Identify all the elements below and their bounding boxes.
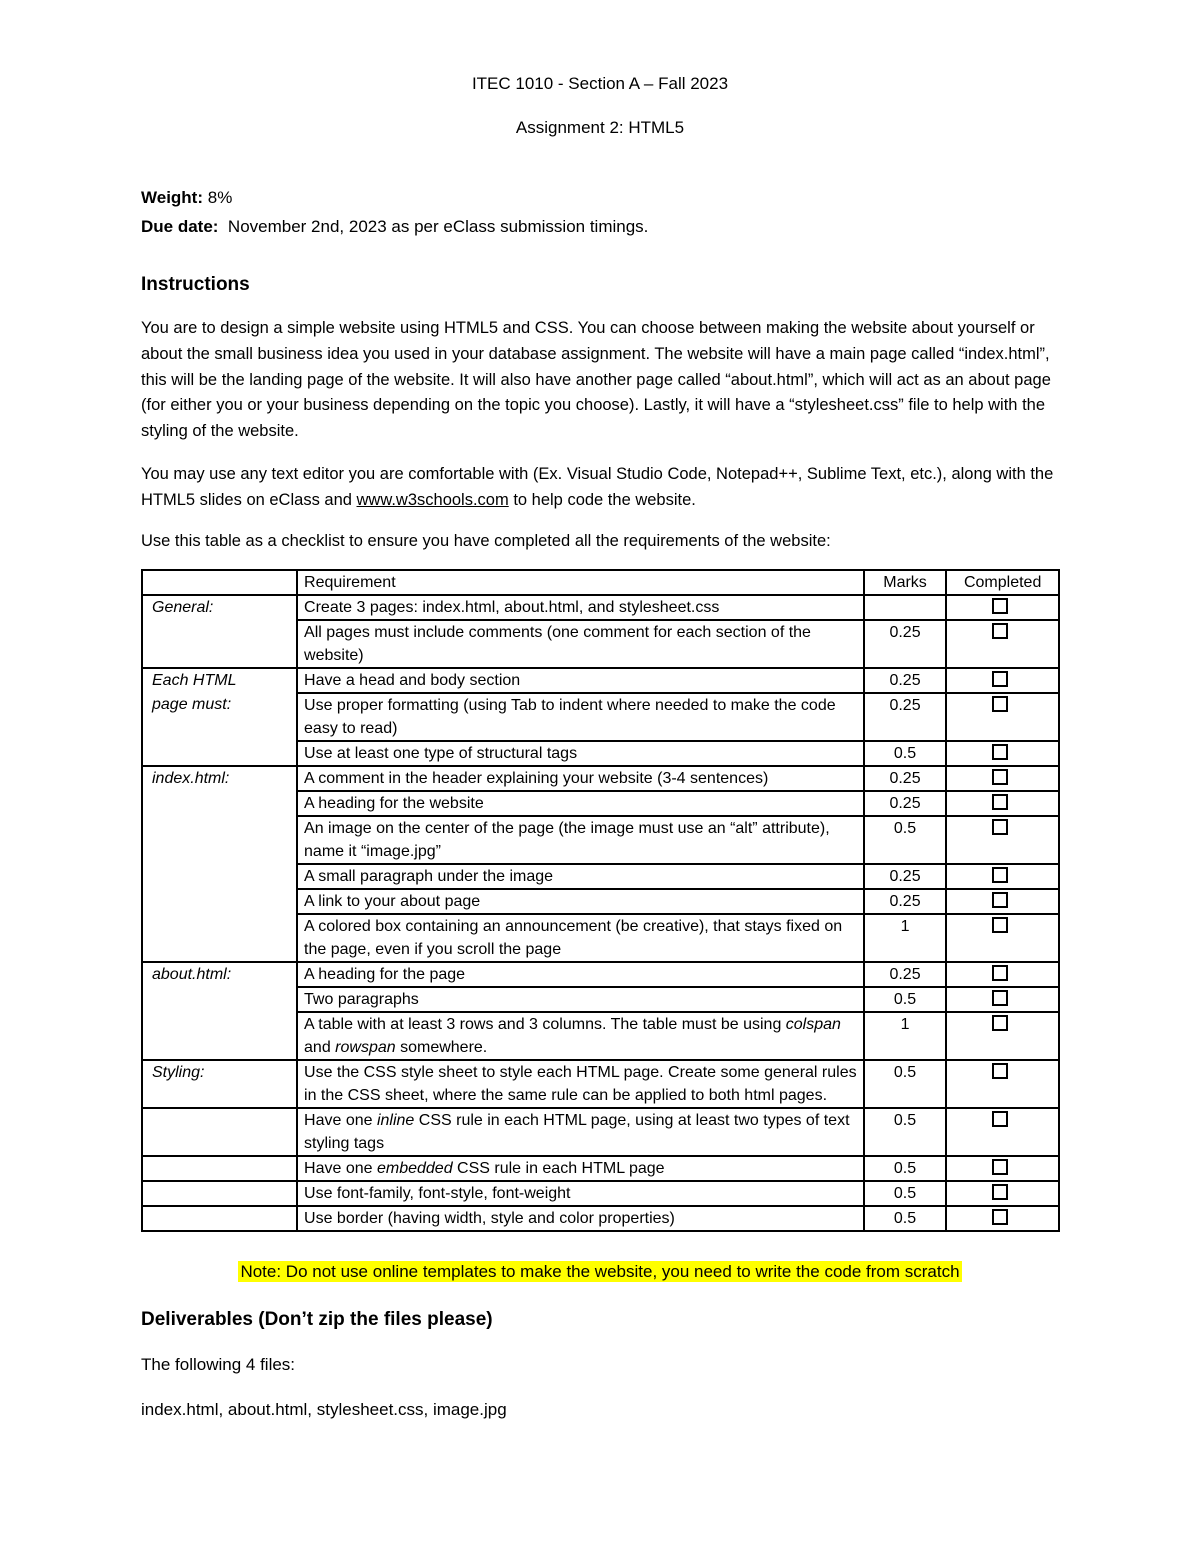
- completed-cell: [946, 1012, 1059, 1060]
- weight-label: Weight:: [141, 188, 204, 207]
- requirement-cell: Use at least one type of structural tags: [297, 741, 864, 766]
- category-empty: [142, 1156, 297, 1181]
- checkbox[interactable]: [992, 794, 1008, 810]
- table-row: [142, 914, 1059, 962]
- header-requirement: Requirement: [297, 570, 864, 595]
- category-general: General:: [142, 595, 297, 620]
- table-row: [142, 668, 1059, 693]
- checkbox[interactable]: [992, 819, 1008, 835]
- category-empty: [142, 1206, 297, 1231]
- inline-term: inline: [376, 1112, 415, 1129]
- rowspan-term: rowspan: [335, 1039, 396, 1056]
- requirement-cell: A heading for the page: [297, 962, 864, 987]
- completed-cell: [946, 1156, 1059, 1181]
- category-each-html-line2: page must:: [142, 693, 297, 741]
- requirement-cell: A link to your about page: [297, 889, 864, 914]
- requirements-table: [141, 569, 1060, 1232]
- table-row: [142, 620, 1059, 668]
- checkbox[interactable]: [992, 867, 1008, 883]
- table-row: [142, 889, 1059, 914]
- due-date-label: Due date:: [141, 217, 219, 236]
- requirement-cell: Two paragraphs: [297, 987, 864, 1012]
- req-text: Have one: [304, 1160, 377, 1177]
- due-date-value: November 2nd, 2023 as per eClass submission timings.: [218, 217, 649, 236]
- checkbox[interactable]: [992, 1063, 1008, 1079]
- marks-cell: 0.25: [864, 693, 947, 741]
- instructions-paragraph-1: You are to design a simple website using HTML5 and CSS. You can choose between making the website about yourself or about the small business idea you used in your database assignment. The website will have a main page called “index.html”, this will be the landing page of the website. It will also have another page called “about.html”, which will act as an about page (for either you or your business depending on the topic you choose). Lastly, it will have a “stylesheet.css” file to help with the styling of the website.: [141, 319, 1051, 441]
- marks-cell: 0.25: [864, 620, 947, 668]
- instructions-heading: Instructions: [141, 274, 250, 295]
- requirement-cell: A heading for the website: [297, 791, 864, 816]
- marks-cell: 1: [864, 1012, 947, 1060]
- req-text: and: [304, 1039, 336, 1056]
- page-title: ITEC 1010 - Section A – Fall 2023: [471, 74, 729, 93]
- requirement-cell: Use proper formatting (using Tab to indent where needed to make the code easy to read): [297, 693, 864, 741]
- requirement-cell: [297, 1012, 864, 1060]
- table-row: [142, 1156, 1059, 1181]
- requirement-cell: Use font-family, font-style, font-weight: [297, 1181, 864, 1206]
- requirement-cell: Use the CSS style sheet to style each HTML page. Create some general rules in the CSS sheet, where the same rule can be applied to both html pages.: [297, 1060, 864, 1108]
- weight-value: 8%: [203, 188, 233, 207]
- weight-line: [141, 188, 232, 208]
- checkbox[interactable]: [992, 917, 1008, 933]
- table-row: [142, 1206, 1059, 1231]
- marks-cell: 0.5: [864, 741, 947, 766]
- category-empty: [142, 1012, 297, 1060]
- note-text: Note: Do not use online templates to make the website, you need to write the code from scratch: [240, 1262, 960, 1281]
- checkbox[interactable]: [992, 671, 1008, 687]
- instructions-paragraph-3: Use this table as a checklist to ensure you have completed all the requirements of the website:: [141, 532, 831, 550]
- category-empty: [142, 1108, 297, 1156]
- table-row: [142, 987, 1059, 1012]
- deliverables-intro: The following 4 files:: [141, 1355, 296, 1374]
- colspan-term: colspan: [785, 1016, 841, 1033]
- req-text: A table with at least 3 rows and 3 columns. The table must be using: [304, 1016, 786, 1033]
- category-empty: [142, 620, 297, 668]
- category-empty: [142, 864, 297, 889]
- completed-cell: [946, 816, 1059, 864]
- category-empty: [142, 889, 297, 914]
- w3schools-link[interactable]: www.w3schools.com: [356, 490, 509, 509]
- table-row: [142, 1108, 1059, 1156]
- requirement-cell: A small paragraph under the image: [297, 864, 864, 889]
- checkbox[interactable]: [992, 696, 1008, 712]
- completed-cell: [946, 1206, 1059, 1231]
- table-row: [142, 791, 1059, 816]
- completed-cell: [946, 595, 1059, 620]
- category-empty: [142, 914, 297, 962]
- completed-cell: [946, 1108, 1059, 1156]
- completed-cell: [946, 791, 1059, 816]
- requirement-cell: All pages must include comments (one comment for each section of the website): [297, 620, 864, 668]
- checkbox[interactable]: [992, 769, 1008, 785]
- category-empty: [142, 741, 297, 766]
- deliverables-files: index.html, about.html, stylesheet.css, image.jpg: [141, 1400, 507, 1419]
- marks-cell: 0.5: [864, 1156, 947, 1181]
- table-row: [142, 693, 1059, 741]
- marks-cell: 0.5: [864, 1181, 947, 1206]
- checkbox[interactable]: [992, 744, 1008, 760]
- marks-cell: 0.25: [864, 864, 947, 889]
- req-text: somewhere.: [395, 1039, 488, 1056]
- marks-cell: 0.5: [864, 1108, 947, 1156]
- checkbox[interactable]: [992, 965, 1008, 981]
- embedded-term: embedded: [376, 1160, 453, 1177]
- completed-cell: [946, 1181, 1059, 1206]
- marks-cell: 0.25: [864, 766, 947, 791]
- requirement-cell: Have a head and body section: [297, 668, 864, 693]
- checkbox[interactable]: [992, 1111, 1008, 1127]
- marks-cell: 0.25: [864, 962, 947, 987]
- marks-cell: 0.5: [864, 987, 947, 1012]
- checkbox[interactable]: [992, 1209, 1008, 1225]
- marks-cell: 1: [864, 914, 947, 962]
- table-row: [142, 1012, 1059, 1060]
- category-index: index.html:: [142, 766, 297, 791]
- category-empty: [142, 816, 297, 864]
- due-date-line: [141, 217, 648, 237]
- req-text: Have one: [304, 1112, 377, 1129]
- checkbox[interactable]: [992, 892, 1008, 908]
- completed-cell: [946, 889, 1059, 914]
- requirement-cell: A comment in the header explaining your website (3-4 sentences): [297, 766, 864, 791]
- requirement-cell: A colored box containing an announcement (be creative), that stays fixed on the page, even if you scroll the page: [297, 914, 864, 962]
- assignment-title: Assignment 2: HTML5: [515, 118, 685, 137]
- table-row: [142, 595, 1059, 620]
- table-row: [142, 741, 1059, 766]
- category-styling: Styling:: [142, 1060, 297, 1108]
- table-row: [142, 962, 1059, 987]
- req-text: CSS rule in each HTML page, using at least two types of text styling tags: [304, 1112, 850, 1152]
- completed-cell: [946, 766, 1059, 791]
- header-category: [142, 570, 297, 595]
- checkbox[interactable]: [992, 623, 1008, 639]
- checkbox[interactable]: [992, 1159, 1008, 1175]
- completed-cell: [946, 1060, 1059, 1108]
- category-empty: [142, 791, 297, 816]
- table-row: [142, 864, 1059, 889]
- checkbox[interactable]: [992, 1015, 1008, 1031]
- paragraph2-text-start: You may use any text editor you are comfortable with (Ex. Visual Studio Code, Notepad++, Sublime Text, etc.), along with the HTML5 slides on eClass and: [141, 465, 1054, 509]
- completed-cell: [946, 693, 1059, 741]
- instructions-paragraph-2: [141, 462, 1066, 514]
- marks-cell: 0.5: [864, 1060, 947, 1108]
- completed-cell: [946, 962, 1059, 987]
- category-empty: [142, 987, 297, 1012]
- category-each-html-line1: Each HTML: [142, 668, 297, 693]
- completed-cell: [946, 620, 1059, 668]
- table-header-row: [142, 570, 1059, 595]
- marks-cell: 0.5: [864, 1206, 947, 1231]
- checkbox[interactable]: [992, 598, 1008, 614]
- requirement-cell: Use border (having width, style and color properties): [297, 1206, 864, 1231]
- completed-cell: [946, 741, 1059, 766]
- marks-cell: [864, 595, 947, 620]
- category-about: about.html:: [142, 962, 297, 987]
- checkbox[interactable]: [992, 990, 1008, 1006]
- paragraph2-text-end: to help code the website.: [508, 490, 696, 509]
- requirement-cell: [297, 1156, 864, 1181]
- completed-cell: [946, 668, 1059, 693]
- checkbox[interactable]: [992, 1184, 1008, 1200]
- header-completed: Completed: [946, 570, 1059, 595]
- requirement-cell: [297, 1108, 864, 1156]
- table-row: [142, 1181, 1059, 1206]
- deliverables-heading: Deliverables (Don’t zip the files please): [141, 1309, 493, 1330]
- requirement-cell: An image on the center of the page (the image must use an “alt” attribute), name it “image.jpg”: [297, 816, 864, 864]
- category-empty: [142, 1181, 297, 1206]
- completed-cell: [946, 914, 1059, 962]
- table-row: [142, 816, 1059, 864]
- marks-cell: 0.25: [864, 668, 947, 693]
- completed-cell: [946, 987, 1059, 1012]
- req-text: CSS rule in each HTML page: [452, 1160, 665, 1177]
- marks-cell: 0.25: [864, 791, 947, 816]
- table-row: [142, 766, 1059, 791]
- requirement-cell: Create 3 pages: index.html, about.html, and stylesheet.css: [297, 595, 864, 620]
- header-marks: Marks: [864, 570, 947, 595]
- marks-cell: 0.25: [864, 889, 947, 914]
- table-row: [142, 1060, 1059, 1108]
- completed-cell: [946, 864, 1059, 889]
- marks-cell: 0.5: [864, 816, 947, 864]
- highlighted-note: [0, 1262, 1200, 1282]
